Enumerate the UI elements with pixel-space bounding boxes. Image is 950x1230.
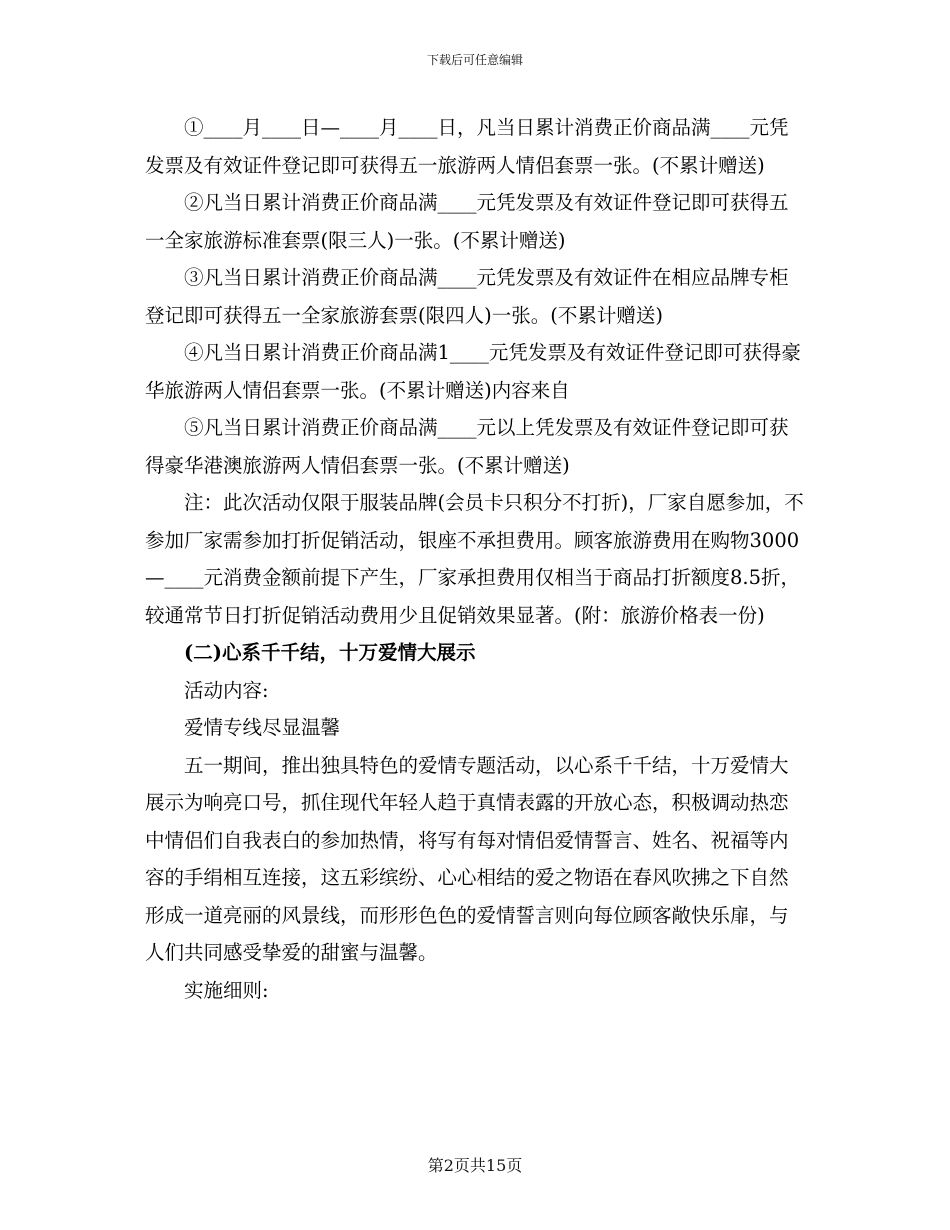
paragraph-item-2: ②凡当日累计消费正价商品满____元凭发票及有效证件登记即可获得五一全家旅游标准套票(限三人)一张。(不累计赠送)	[145, 191, 789, 252]
document-body	[145, 109, 805, 1009]
section-heading: (二)心系千千结，十万爱情大展示	[184, 641, 476, 664]
paragraph-item-5: ⑤凡当日累计消费正价商品满____元以上凭发票及有效证件登记即可获得豪华港澳旅游两人情侣套票一张。(不累计赠送)	[145, 416, 789, 477]
activity-label: 活动内容:	[184, 678, 269, 702]
paragraph-item-4: ④凡当日累计消费正价商品满1____元凭发票及有效证件登记即可获得豪华旅游两人情侣套票一张。(不累计赠送)内容来自	[145, 341, 801, 402]
note-paragraph: 注：此次活动仅限于服装品牌(会员卡只积分不打折)，厂家自愿参加，不参加厂家需参加打折促销活动，银座不承担费用。顾客旅游费用在购物3000—____元消费金额前提下产生，厂家承担费用仅相当于商品打折额度8.5折，较通常节日打折促销活动费用少且促销效果显著。(附：旅游价格表一份)	[145, 491, 804, 627]
paragraph-item-3: ③凡当日累计消费正价商品满____元凭发票及有效证件在相应品牌专柜登记即可获得五一全家旅游套票(限四人)一张。(不累计赠送)	[145, 266, 789, 327]
implementation-label: 实施细则:	[184, 978, 269, 1002]
header-note: 下载后可任意编辑	[426, 53, 523, 67]
paragraph-item-1: ①____月____日—____月____日，凡当日累计消费正价商品满____元凭发票及有效证件登记即可获得五一旅游两人情侣套票一张。(不累计赠送)	[145, 116, 789, 177]
body-paragraph: 五一期间，推出独具特色的爱情专题活动，以心系千千结，十万爱情大展示为响亮口号，抓住现代年轻人趋于真情表露的开放心态，积极调动热恋中情侣们自我表白的参加热情，将写有每对情侣爱情誓言、姓名、祝福等内容的手绢相互连接，这五彩缤纷、心心相结的爱之物语在春风吹拂之下自然形成一道亮丽的风景线，而形形色色的爱情誓言则向每位顾客敞快乐扉，与人们共同感受挚爱的甜蜜与温馨。	[145, 753, 789, 964]
subheading: 爱情专线尽显温馨	[184, 716, 341, 739]
page-indicator: 第2页共15页	[427, 1156, 523, 1175]
